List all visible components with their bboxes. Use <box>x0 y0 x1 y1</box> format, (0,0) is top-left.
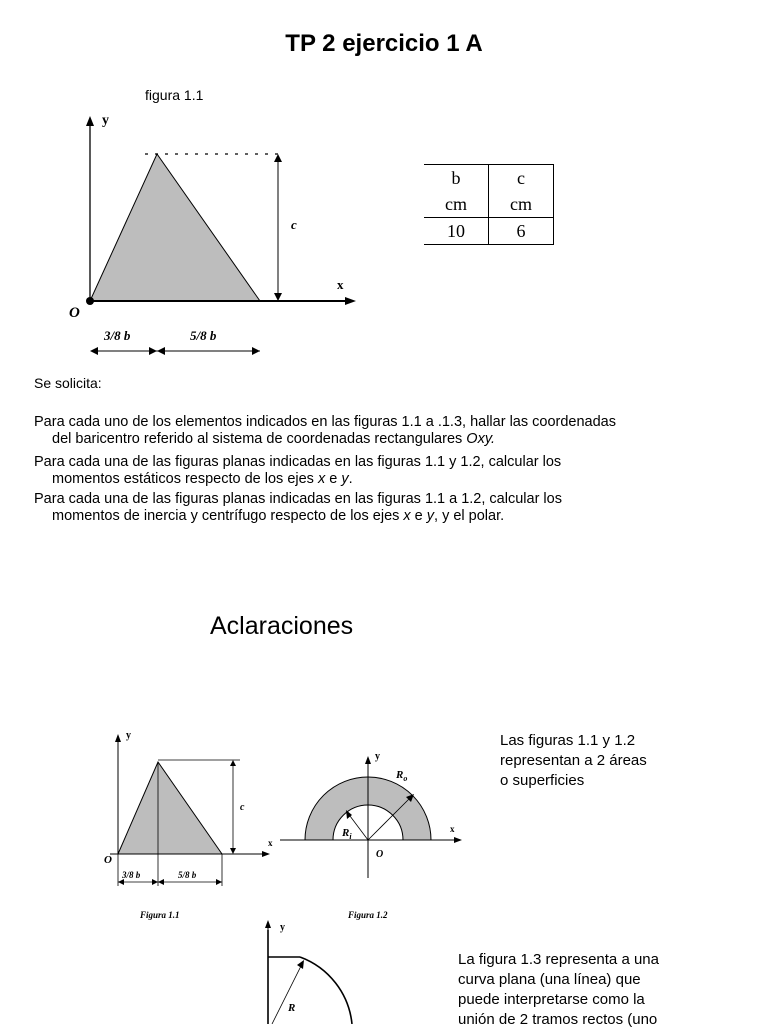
item-text: Para cada una de las figuras planas indicadas en las figuras 1.1 a 1.2, calcular los <box>34 491 562 507</box>
note-line: unión de 2 tramos rectos (uno <box>458 1011 658 1028</box>
item-italic: Oxy. <box>466 431 496 447</box>
arrow-up-icon <box>274 154 282 162</box>
section-heading: Aclaraciones <box>210 612 354 640</box>
y-axis-arrow-icon <box>365 756 371 764</box>
item-italic: y <box>426 508 435 524</box>
item-text: Para cada una de las figuras planas indicadas en las figuras 1.1 y 1.2, calcular los <box>34 454 562 470</box>
y-axis-label: y <box>375 751 380 762</box>
note-line: La figura 1.3 representa a una <box>458 951 659 968</box>
item-continuation <box>34 431 732 448</box>
y-axis-label: y <box>126 730 131 741</box>
table-unit-b: cm <box>424 191 489 218</box>
figure-1-2-caption: Figura 1.2 <box>348 910 388 920</box>
arrow-right-icon <box>152 879 158 885</box>
figure-note <box>458 950 718 1030</box>
item-text: del baricentro referido al sistema de coordenadas rectangulares <box>52 431 467 447</box>
note-line: puede interpretarse como la <box>458 991 645 1008</box>
item-text: , y el polar. <box>434 508 505 524</box>
y-axis-arrow-icon <box>86 116 94 126</box>
origin-dot <box>86 297 94 305</box>
x-axis-arrow-icon <box>454 837 462 843</box>
table-header-c: c <box>489 165 554 192</box>
item-text: momentos estáticos respecto de los ejes <box>52 471 318 487</box>
item-italic: x <box>317 471 326 487</box>
note-line: o superficies <box>500 772 585 789</box>
arc-segment <box>300 957 352 1024</box>
radius-line <box>272 964 302 1024</box>
table-unit-c: cm <box>489 191 554 218</box>
note-line: Las figuras 1.1 y 1.2 <box>500 732 636 749</box>
origin-label: O <box>69 305 80 321</box>
item-text: e <box>325 471 342 487</box>
item-text: . <box>348 471 353 487</box>
x-axis-arrow-icon <box>262 851 270 857</box>
dim-left-label: 3/8 b <box>104 328 131 343</box>
arrow-left-icon <box>157 347 165 355</box>
origin-label: O <box>376 849 384 860</box>
table-value-b: 10 <box>424 218 489 245</box>
dim-right-label: 5/8 b <box>190 328 217 343</box>
request-heading: Se solicita: <box>34 375 102 391</box>
note-line: curva plana (una línea) que <box>458 971 641 988</box>
x-axis-label: x <box>337 277 344 292</box>
triangle-figure-1-1 <box>60 108 360 363</box>
y-axis-arrow-icon <box>265 920 271 928</box>
item-text: e <box>410 508 427 524</box>
x-axis-label: x <box>268 838 273 848</box>
arrow-up-icon <box>230 760 236 766</box>
x-axis-arrow-icon <box>345 297 356 305</box>
height-label: c <box>240 802 245 813</box>
x-axis-label: x <box>450 824 455 834</box>
item-italic: y <box>341 471 349 487</box>
note-line: representan a 2 áreas <box>500 752 647 769</box>
item-continuation <box>34 508 732 525</box>
data-table <box>424 164 554 245</box>
table-header-b: b <box>424 165 489 192</box>
height-label: c <box>291 217 297 232</box>
list-item <box>34 454 732 488</box>
outer-radius-label: $R_o$ <box>396 769 408 783</box>
arrow-left-icon <box>90 347 98 355</box>
page-title: TP 2 ejercicio 1 A <box>285 30 483 57</box>
arrow-right-icon <box>252 347 260 355</box>
arrow-down-icon <box>230 848 236 854</box>
triangle-area <box>90 154 260 301</box>
dim-left-label: 3/8 b <box>122 870 141 880</box>
item-text: Para cada uno de los elementos indicados en las figuras 1.1 a .1.3, hallar las coordenadas <box>34 414 616 430</box>
inner-radius-label: $R_i$ <box>342 827 352 841</box>
origin-label: O <box>104 854 112 866</box>
list-item <box>34 491 732 525</box>
list-item <box>34 414 732 448</box>
arrow-right-icon <box>216 879 222 885</box>
triangle-area <box>118 762 222 854</box>
table-value-c: 6 <box>489 218 554 245</box>
figure-caption: figura 1.1 <box>145 87 204 103</box>
figure-1-1-caption: Figura 1.1 <box>140 910 180 920</box>
y-axis-arrow-icon <box>115 734 121 742</box>
figures-1-1-to-1-3 <box>100 720 480 1024</box>
y-axis-label: y <box>280 922 285 933</box>
radius-label: R <box>288 1002 296 1014</box>
arrow-left-icon <box>158 879 164 885</box>
item-text: momentos de inercia y centrífugo respecto de los ejes <box>52 508 404 524</box>
item-continuation <box>34 471 732 488</box>
arrow-down-icon <box>274 293 282 301</box>
y-axis-label: y <box>102 113 109 128</box>
dim-right-label: 5/8 b <box>178 870 197 880</box>
arrow-right-icon <box>149 347 157 355</box>
item-italic: x <box>403 508 411 524</box>
figure-note <box>500 731 700 791</box>
